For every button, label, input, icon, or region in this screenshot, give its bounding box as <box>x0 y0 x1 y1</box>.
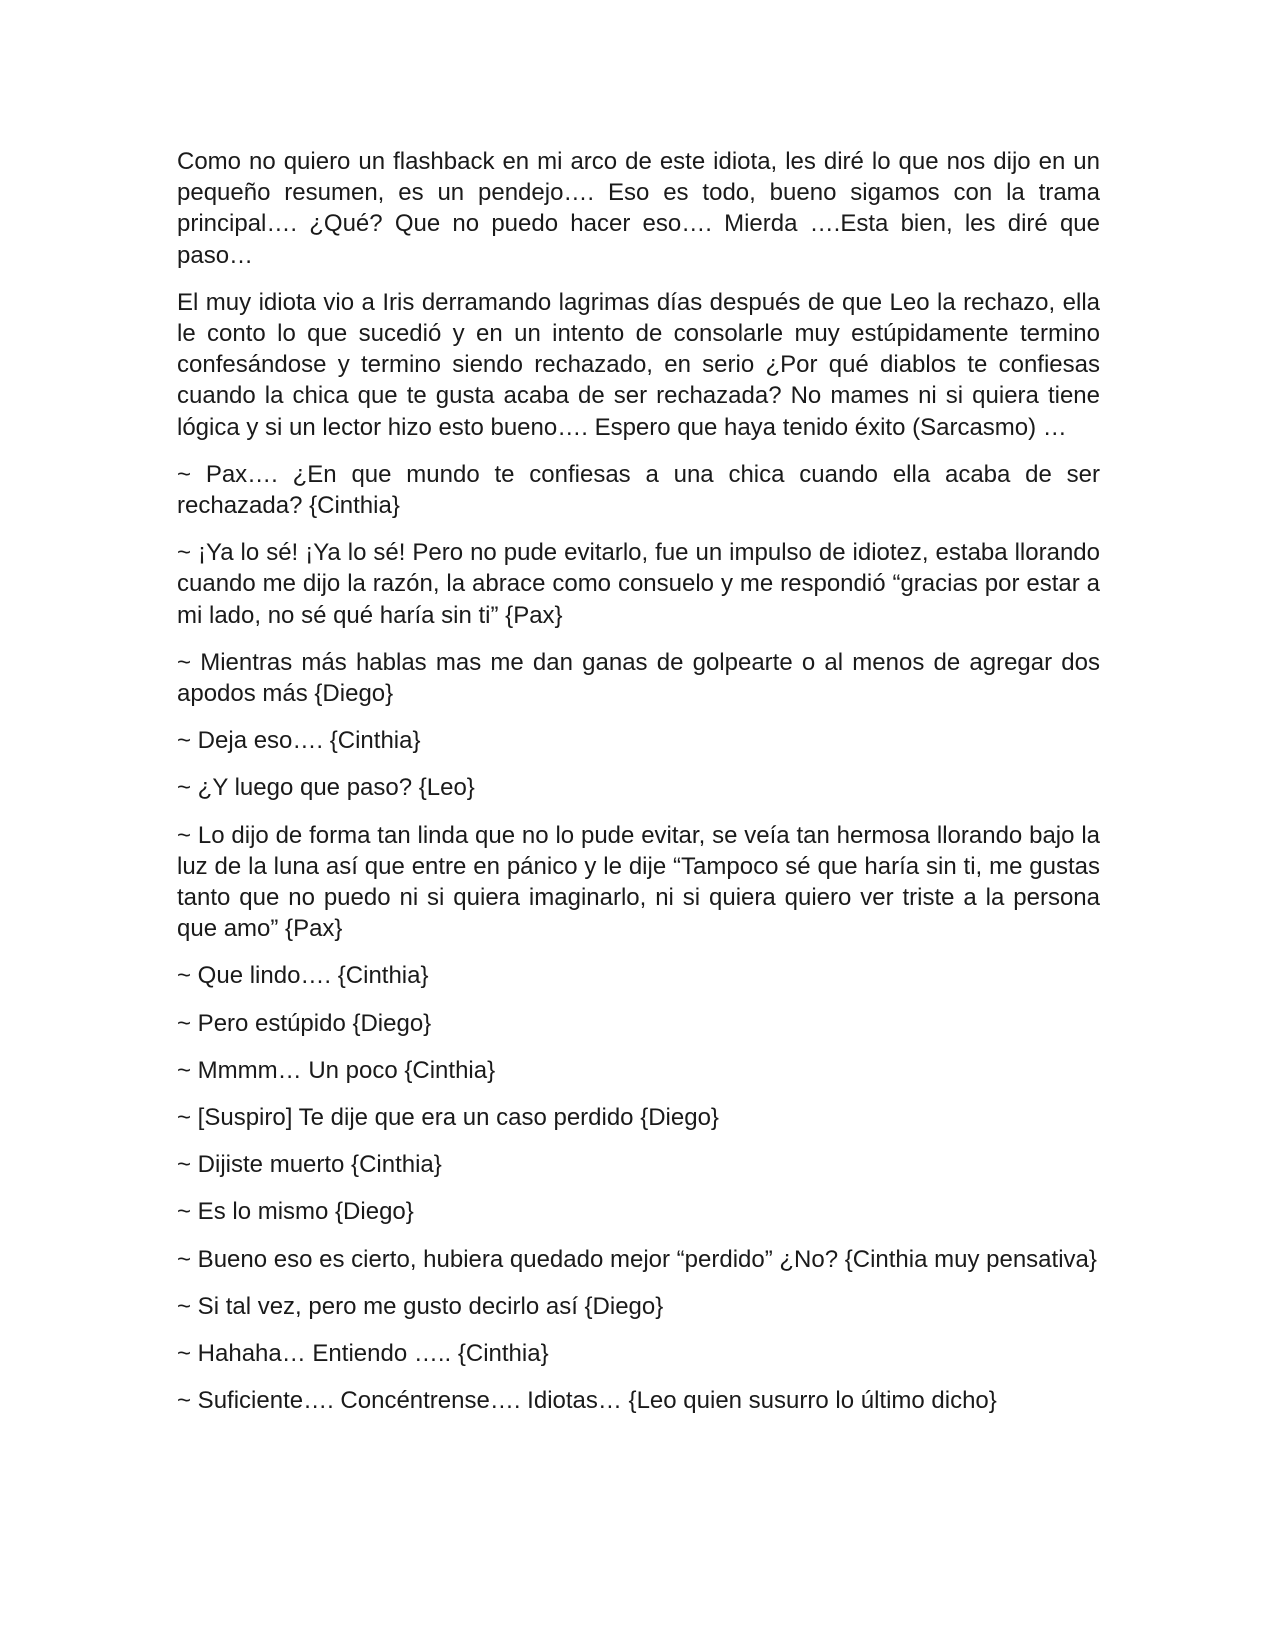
dialogue-line: ~ Que lindo…. {Cinthia} <box>177 962 429 990</box>
dialogue-line: ~ ¡Ya lo sé! ¡Ya lo sé! Pero no pude evitarlo, fue un impulso de idiotez, estaba llorando cuando me dijo la razón, la abrace como consuelo y me respondió “gracias por estar a mi lado, no sé qué haría sin ti” {Pax} <box>177 539 1100 629</box>
dialogue-line: ~ Pero estúpido {Diego} <box>177 1009 432 1037</box>
paragraph: El muy idiota vio a Iris derramando lagrimas días después de que Leo la rechazo, ella le conto lo que sucedió y en un intento de consolarle muy estúpidamente termino confesándose y termino siendo rechazado, en serio ¿Por qué diablos te confiesas cuando la chica que te gusta acaba de ser rechazada? No mames ni si quiera tiene lógica y si un lector hizo esto bueno…. Espero que haya tenido éxito (Sarcasmo) … <box>177 288 1100 441</box>
dialogue-line: ~ Bueno eso es cierto, hubiera quedado mejor “perdido” ¿No? {Cinthia muy pensativa} <box>177 1245 1097 1273</box>
dialogue-line: ~ [Suspiro] Te dije que era un caso perdido {Diego} <box>177 1104 719 1132</box>
body-text <box>177 146 1100 1417</box>
dialogue-line: ~ Dijiste muerto {Cinthia} <box>177 1151 442 1179</box>
dialogue-line: ~ ¿Y luego que paso? {Leo} <box>177 774 475 802</box>
dialogue-line: ~ Es lo mismo {Diego} <box>177 1198 414 1226</box>
dialogue-line: ~ Pax…. ¿En que mundo te confiesas a una chica cuando ella acaba de ser rechazada? {Cinthia} <box>177 460 1100 520</box>
dialogue-line: ~ Deja eso…. {Cinthia} <box>177 727 421 755</box>
dialogue-line: ~ Lo dijo de forma tan linda que no lo pude evitar, se veía tan hermosa llorando bajo la luz de la luna así que entre en pánico y le dije “Tampoco sé que haría sin ti, me gustas tanto que no puedo ni si quiera imaginarlo, ni si quiera quiero ver triste a la persona que amo” {Pax} <box>177 821 1100 943</box>
dialogue-line: ~ Si tal vez, pero me gusto decirlo así {Diego} <box>177 1292 664 1320</box>
dialogue-line: ~ Hahaha… Entiendo ….. {Cinthia} <box>177 1340 549 1368</box>
dialogue-line: ~ Mientras más hablas mas me dan ganas de golpearte o al menos de agregar dos apodos más {Diego} <box>177 648 1100 708</box>
paragraph: Como no quiero un flashback en mi arco de este idiota, les diré lo que nos dijo en un pequeño resumen, es un pendejo…. Eso es todo, bueno sigamos con la trama principal…. ¿Qué? Que no puedo hacer eso…. Mierda ….Esta bien, les diré que paso… <box>177 148 1100 269</box>
dialogue-line: ~ Mmmm… Un poco {Cinthia} <box>177 1056 496 1084</box>
dialogue-line: ~ Suficiente…. Concéntrense…. Idiotas… {Leo quien susurro lo último dicho} <box>177 1387 997 1415</box>
